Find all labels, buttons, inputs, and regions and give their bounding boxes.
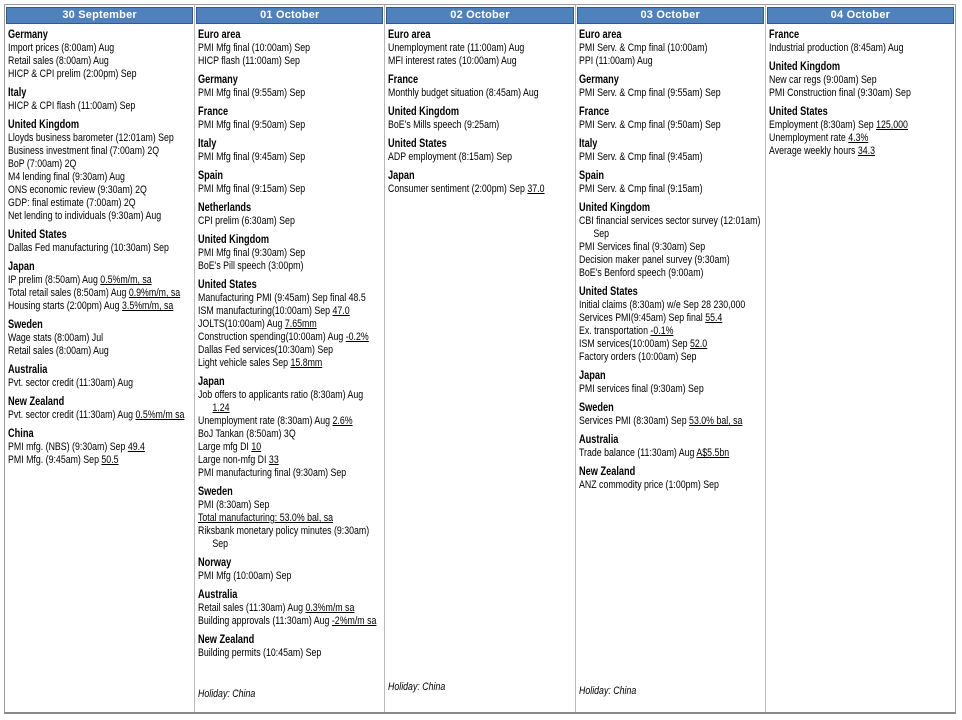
event-item <box>579 312 763 325</box>
country-label: Australia <box>198 589 238 601</box>
event-item <box>198 647 382 660</box>
event-text: Monthly budget situation (8:45am) Aug <box>388 87 540 99</box>
event-item <box>8 441 192 454</box>
event-text: PMI Serv. & Cmp final (10:00am) <box>578 42 708 54</box>
event-item <box>579 479 763 492</box>
country-section <box>198 201 382 228</box>
event-item <box>579 447 763 460</box>
country-section <box>769 105 953 158</box>
country-label: Euro area <box>578 29 622 41</box>
event-text: Unemployment rate (8:30am) Aug <box>198 415 333 427</box>
country-label: Sweden <box>198 486 233 498</box>
event-text: Housing starts (2:00pm) Aug <box>8 300 122 312</box>
country-section <box>388 169 572 196</box>
event-item <box>579 299 763 312</box>
country-section <box>579 401 763 428</box>
day-header: 02 October <box>386 7 573 24</box>
country-section <box>769 28 953 55</box>
event-text: Building permits (10:45am) Sep <box>198 647 322 659</box>
country-label: New Zealand <box>8 396 65 408</box>
event-text: PMI Mfg final (9:45am) Sep <box>198 151 306 163</box>
event-item <box>769 42 953 55</box>
event-value: 37.0 <box>527 183 545 195</box>
event-text: Initial claims (8:30am) w/e Sep 28 230,000 <box>578 299 745 311</box>
event-value: -2%m/m sa <box>332 615 377 627</box>
event-text: PMI mfg. (NBS) (9:30am) Sep <box>8 441 128 453</box>
event-value: 2.6% <box>332 415 353 427</box>
country-section <box>198 633 382 660</box>
event-item <box>198 357 382 370</box>
event-text: ISM services(10:00am) Sep <box>578 338 690 350</box>
country-label: France <box>198 106 229 118</box>
country-label: Euro area <box>388 29 431 41</box>
country-label: Italy <box>198 138 217 150</box>
event-text: PMI Mfg final (10:00am) Sep <box>198 42 311 54</box>
event-value: 3.5%m/m, sa <box>121 300 174 312</box>
event-text: PMI Mfg final (9:15am) Sep <box>198 183 306 195</box>
event-text: Factory orders (10:00am) Sep <box>578 351 696 363</box>
country-label: New Zealand <box>198 634 255 646</box>
country-section <box>579 73 763 100</box>
event-value: 0.5%m/m, sa <box>100 274 152 286</box>
event-text: Services PMI (8:30am) Sep <box>578 415 689 427</box>
event-text: Job offers to applicants ratio (8:30am) Aug <box>198 389 364 401</box>
event-item <box>198 615 382 628</box>
event-item <box>8 287 192 300</box>
event-text: PPI (11:00am) Aug <box>578 55 653 67</box>
event-item <box>8 300 192 313</box>
event-text: PMI Serv. & Cmp final (9:45am) <box>578 151 703 163</box>
event-text: BoJ Tankan (8:50am) 3Q <box>198 428 296 440</box>
country-label: Spain <box>198 170 224 182</box>
event-item <box>579 151 763 164</box>
event-item <box>388 42 572 55</box>
event-item <box>198 389 382 415</box>
event-item <box>769 87 953 100</box>
country-label: France <box>578 106 609 118</box>
day-header: 30 September <box>6 7 193 24</box>
event-item <box>198 151 382 164</box>
holiday-note: Holiday: China <box>388 681 446 693</box>
event-text: BoP (7:00am) 2Q <box>8 158 77 170</box>
holiday-note: Holiday: China <box>198 688 256 700</box>
holiday-note: Holiday: China <box>578 685 636 697</box>
country-section <box>198 485 382 551</box>
day-column <box>385 5 575 712</box>
day-body <box>766 25 955 712</box>
event-item <box>198 247 382 260</box>
event-text: PMI services final (9:30am) Sep <box>578 383 704 395</box>
country-section <box>198 28 382 68</box>
country-label: Sweden <box>8 319 43 331</box>
event-text: CPI prelim (6:30am) Sep <box>198 215 296 227</box>
country-section <box>8 260 192 313</box>
country-label: Spain <box>578 170 604 182</box>
country-label: Euro area <box>198 29 241 41</box>
country-label: Netherlands <box>198 202 252 214</box>
country-section <box>198 556 382 583</box>
event-item <box>198 55 382 68</box>
event-item <box>198 331 382 344</box>
event-text: Trade balance (11:30am) Aug <box>578 447 697 459</box>
event-value: -0.2% <box>345 331 369 343</box>
event-item <box>769 145 953 158</box>
event-item <box>8 345 192 358</box>
event-text: Pvt. sector credit (11:30am) Aug <box>8 377 134 389</box>
event-text: MFI interest rates (10:00am) Aug <box>388 55 518 67</box>
event-item <box>8 332 192 345</box>
event-text: Retail sales (11:30am) Aug <box>198 602 306 614</box>
event-text: ANZ commodity price (1:00pm) Sep <box>578 479 719 491</box>
event-item <box>198 183 382 196</box>
event-value: Total manufacturing: 53.0% bal, sa <box>198 512 334 524</box>
event-item <box>388 151 572 164</box>
country-section <box>198 588 382 628</box>
country-section <box>769 60 953 100</box>
country-label: United Kingdom <box>198 234 270 246</box>
country-section <box>579 465 763 492</box>
event-item <box>8 68 192 81</box>
event-item <box>579 119 763 132</box>
day-header: 01 October <box>196 7 383 24</box>
event-text: HICP & CPI flash (11:00am) Sep <box>8 100 136 112</box>
event-value: 1.24 <box>212 402 230 414</box>
event-value: 10 <box>251 441 262 453</box>
event-value: 7.65mm <box>285 318 317 330</box>
country-label: United Kingdom <box>768 61 840 73</box>
country-label: Australia <box>8 364 48 376</box>
country-section <box>8 363 192 390</box>
event-value: 50.5 <box>101 454 119 466</box>
event-value: 4.3% <box>848 132 869 144</box>
event-value: -0.1% <box>650 325 674 337</box>
country-section <box>198 233 382 273</box>
event-text: Unemployment rate (11:00am) Aug <box>388 42 525 54</box>
event-text: BoE's Benford speech (9:00am) <box>578 267 704 279</box>
day-body <box>576 25 765 712</box>
country-section <box>8 228 192 255</box>
event-text: ADP employment (8:15am) Sep <box>388 151 513 163</box>
country-section <box>579 285 763 364</box>
event-text: PMI manufacturing final (9:30am) Sep <box>198 467 347 479</box>
country-section <box>8 318 192 358</box>
event-text: Dallas Fed manufacturing (10:30am) Sep <box>8 242 169 254</box>
event-value: 15.8mm <box>290 357 323 369</box>
event-item <box>388 55 572 68</box>
country-label: Japan <box>388 170 416 182</box>
country-section <box>8 118 192 223</box>
country-label: United States <box>578 286 638 298</box>
event-item <box>8 274 192 287</box>
event-item <box>198 87 382 100</box>
event-text: Unemployment rate <box>768 132 849 144</box>
event-item <box>579 254 763 267</box>
event-text: PMI Mfg final (9:50am) Sep <box>198 119 306 131</box>
event-item <box>8 171 192 184</box>
event-text: PMI Mfg final (9:30am) Sep <box>198 247 306 259</box>
event-text: IP prelim (8:50am) Aug <box>8 274 101 286</box>
country-section <box>388 73 572 100</box>
event-text: JOLTS(10:00am) Aug <box>198 318 286 330</box>
event-item <box>8 454 192 467</box>
event-item <box>8 409 192 422</box>
event-value: 125,000 <box>875 119 908 131</box>
day-column <box>5 5 195 712</box>
country-label: France <box>388 74 419 86</box>
event-item <box>198 602 382 615</box>
event-text: Ex. transportation <box>578 325 651 337</box>
event-item <box>198 119 382 132</box>
event-text: BoE's Mills speech (9:25am) <box>388 119 500 131</box>
event-text: HICP flash (11:00am) Sep <box>198 55 301 67</box>
country-label: Sweden <box>578 402 614 414</box>
event-item <box>388 87 572 100</box>
event-text: Wage stats (8:00am) Jul <box>8 332 104 344</box>
country-label: United States <box>198 279 258 291</box>
event-item <box>8 377 192 390</box>
country-section <box>198 375 382 480</box>
event-item <box>198 525 382 551</box>
event-item <box>579 183 763 196</box>
event-item <box>579 87 763 100</box>
event-item <box>198 428 382 441</box>
event-text: Business investment final (7:00am) 2Q <box>8 145 160 157</box>
event-text: Construction spending(10:00am) Aug <box>198 331 346 343</box>
event-text: Retail sales (8:00am) Aug <box>8 55 109 67</box>
day-body <box>195 25 384 712</box>
country-label: Japan <box>578 370 606 382</box>
event-item <box>198 512 382 525</box>
event-item <box>198 260 382 273</box>
event-item <box>198 415 382 428</box>
event-item <box>769 119 953 132</box>
country-label: Italy <box>578 138 598 150</box>
event-text: Consumer sentiment (2:00pm) Sep <box>388 183 528 195</box>
country-section <box>579 137 763 164</box>
event-item <box>579 383 763 396</box>
event-text: BoE's Pill speech (3:00pm) <box>198 260 304 272</box>
event-value: 0.9%m/m, sa <box>128 287 181 299</box>
country-label: New Zealand <box>578 466 635 478</box>
event-text: Pvt. sector credit (11:30am) Aug <box>8 409 136 421</box>
event-item <box>198 305 382 318</box>
event-item <box>198 318 382 331</box>
event-text: PMI Serv. & Cmp final (9:50am) Sep <box>578 119 721 131</box>
event-item <box>579 42 763 55</box>
event-item <box>198 499 382 512</box>
event-item <box>579 215 763 241</box>
country-label: United States <box>388 138 448 150</box>
event-item <box>198 344 382 357</box>
event-item <box>579 55 763 68</box>
country-section <box>388 105 572 132</box>
event-item <box>8 184 192 197</box>
event-text: Services PMI(9:45am) Sep final <box>578 312 705 324</box>
event-text: Decision maker panel survey (9:30am) <box>578 254 730 266</box>
day-body <box>5 25 194 712</box>
event-text: Riksbank monetary policy minutes (9:30am) Sep <box>198 525 370 550</box>
event-item <box>579 351 763 364</box>
country-label: Australia <box>578 434 618 446</box>
event-text: Employment (8:30am) Sep <box>768 119 876 131</box>
event-item <box>198 42 382 55</box>
event-text: M4 lending final (9:30am) Aug <box>8 171 125 183</box>
country-label: Germany <box>198 74 239 86</box>
event-item <box>198 570 382 583</box>
event-value: 0.3%m/m sa <box>305 602 355 614</box>
country-section <box>8 395 192 422</box>
event-item <box>8 197 192 210</box>
country-label: Norway <box>198 557 232 569</box>
country-section <box>579 369 763 396</box>
event-item <box>198 292 382 305</box>
event-item <box>8 100 192 113</box>
event-item <box>769 132 953 145</box>
country-label: Germany <box>8 29 48 41</box>
day-header: 03 October <box>577 7 764 24</box>
country-label: Italy <box>8 87 27 99</box>
country-section <box>579 169 763 196</box>
event-value: 55.4 <box>704 312 722 324</box>
event-item <box>8 242 192 255</box>
event-text: Manufacturing PMI (9:45am) Sep final 48.5 <box>198 292 366 304</box>
day-column <box>766 5 955 712</box>
event-text: PMI Serv. & Cmp final (9:55am) Sep <box>578 87 721 99</box>
country-section <box>198 73 382 100</box>
country-section <box>198 278 382 370</box>
event-value: A$5.5bn <box>696 447 729 459</box>
country-section <box>579 433 763 460</box>
country-section <box>388 137 572 164</box>
event-item <box>579 267 763 280</box>
event-text: New car regs (9:00am) Sep <box>768 74 877 86</box>
event-text: Net lending to individuals (9:30am) Aug <box>8 210 162 222</box>
event-text: Lloyds business barometer (12:01am) Sep <box>8 132 174 144</box>
event-item <box>579 415 763 428</box>
event-value: 33 <box>269 454 279 466</box>
event-item <box>8 210 192 223</box>
country-label: United States <box>8 229 67 241</box>
event-text: Large non-mfg DI <box>198 454 270 466</box>
event-item <box>388 183 572 196</box>
event-item <box>198 454 382 467</box>
event-text: PMI Services final (9:30am) Sep <box>578 241 705 253</box>
country-label: Germany <box>578 74 619 86</box>
day-body <box>385 25 574 712</box>
event-item <box>8 55 192 68</box>
country-section <box>388 28 572 68</box>
event-item <box>8 132 192 145</box>
event-value: 47.0 <box>332 305 350 317</box>
event-text: Retail sales (8:00am) Aug <box>8 345 109 357</box>
country-label: United States <box>768 106 828 118</box>
event-item <box>769 74 953 87</box>
event-item <box>388 119 572 132</box>
country-label: Japan <box>8 261 35 273</box>
country-section <box>8 427 192 467</box>
country-label: Japan <box>198 376 225 388</box>
event-text: Average weekly hours <box>768 145 858 157</box>
country-section <box>579 105 763 132</box>
day-header: 04 October <box>767 7 954 24</box>
event-text: PMI (8:30am) Sep <box>198 499 270 511</box>
event-item <box>198 441 382 454</box>
country-section <box>198 105 382 132</box>
event-text: Large mfg DI <box>198 441 252 453</box>
event-value: 34.3 <box>857 145 875 157</box>
country-label: United Kingdom <box>8 119 80 131</box>
event-value: 0.5%m/m sa <box>135 409 185 421</box>
calendar-table <box>4 4 956 714</box>
event-value: 49.4 <box>127 441 145 453</box>
event-text: GDP: final estimate (7:00am) 2Q <box>8 197 136 209</box>
event-text: CBI financial services sector survey (12:01am) Sep <box>578 215 761 240</box>
country-section <box>8 28 192 81</box>
event-text: Dallas Fed services(10:30am) Sep <box>198 344 334 356</box>
country-label: China <box>8 428 34 440</box>
country-section <box>579 28 763 68</box>
event-item <box>198 215 382 228</box>
event-item <box>198 467 382 480</box>
event-text: PMI Serv. & Cmp final (9:15am) <box>578 183 703 195</box>
event-text: PMI Mfg (10:00am) Sep <box>198 570 292 582</box>
event-text: Industrial production (8:45am) Aug <box>768 42 904 54</box>
event-text: ONS economic review (9:30am) 2Q <box>8 184 147 196</box>
event-text: PMI Mfg final (9:55am) Sep <box>198 87 306 99</box>
event-text: PMI Mfg. (9:45am) Sep <box>8 454 102 466</box>
day-column <box>195 5 385 712</box>
event-item <box>579 338 763 351</box>
event-text: Building approvals (11:30am) Aug <box>198 615 333 627</box>
country-label: United Kingdom <box>388 106 460 118</box>
event-text: PMI Construction final (9:30am) Sep <box>768 87 911 99</box>
event-value: 53.0% bal, sa <box>688 415 742 427</box>
country-label: United Kingdom <box>578 202 650 214</box>
event-text: Light vehicle sales Sep <box>198 357 291 369</box>
event-text: Import prices (8:00am) Aug <box>8 42 115 54</box>
event-item <box>8 158 192 171</box>
event-text: Total retail sales (8:50am) Aug <box>8 287 129 299</box>
event-value: 52.0 <box>689 338 707 350</box>
country-section <box>579 201 763 280</box>
country-section <box>8 86 192 113</box>
country-section <box>198 137 382 164</box>
country-label: France <box>768 29 799 41</box>
event-item <box>8 42 192 55</box>
event-text: HICP & CPI prelim (2:00pm) Sep <box>8 68 137 80</box>
day-column <box>576 5 766 712</box>
event-item <box>579 325 763 338</box>
event-item <box>8 145 192 158</box>
country-section <box>198 169 382 196</box>
event-item <box>579 241 763 254</box>
event-text: ISM manufacturing(10:00am) Sep <box>198 305 333 317</box>
